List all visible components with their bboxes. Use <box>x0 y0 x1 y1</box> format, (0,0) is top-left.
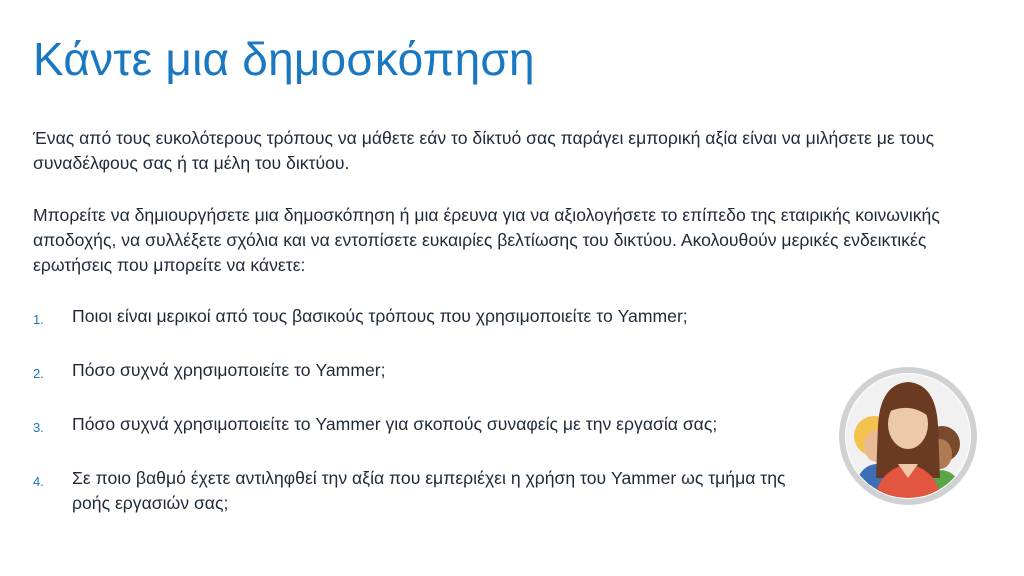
list-number: 1. <box>33 312 44 327</box>
slide-title: Κάντε μια δημοσκόπηση <box>33 33 535 85</box>
question-text: Πόσο συχνά χρησιμοποιείτε το Yammer για σκοπούς συναφείς με την εργασία σας; <box>72 414 718 434</box>
question-text: Πόσο συχνά χρησιμοποιείτε το Yammer; <box>72 360 386 380</box>
list-item <box>33 358 833 386</box>
people-group-icon <box>838 366 978 506</box>
list-number: 3. <box>33 420 44 435</box>
question-text: Σε ποιο βαθμό έχετε αντιληφθεί την αξία που εμπεριέχει η χρήση του Yammer ως τμήμα της ροής εργασιών σας; <box>72 468 786 513</box>
question-text: Ποιοι είναι μερικοί από τους βασικούς τρόπους που χρησιμοποιείτε το Yammer; <box>72 306 688 326</box>
question-list <box>33 304 833 542</box>
list-item <box>33 304 833 332</box>
intro-paragraph: Ένας από τους ευκολότερους τρόπους να μάθετε εάν το δίκτυό σας παράγει εμπορική αξία είναι να μιλήσετε με τους συναδέλφους σας ή τα μέλη του δικτύου. <box>33 128 935 173</box>
list-item <box>33 466 833 516</box>
list-number: 2. <box>33 366 44 381</box>
list-number: 4. <box>33 474 44 489</box>
survey-paragraph: Μπορείτε να δημιουργήσετε μια δημοσκόπηση ή μια έρευνα για να αξιολογήσετε το επίπεδο της εταιρικής κοινωνικής αποδοχής, να συλλέξετε σχόλια και να εντοπίσετε ευκαιρίες βελτίωσης του δικτύου. Ακολουθούν μερικές ενδεικτικές ερωτήσεις που μπορείτε να κάνετε: <box>33 205 940 275</box>
list-item <box>33 412 833 440</box>
